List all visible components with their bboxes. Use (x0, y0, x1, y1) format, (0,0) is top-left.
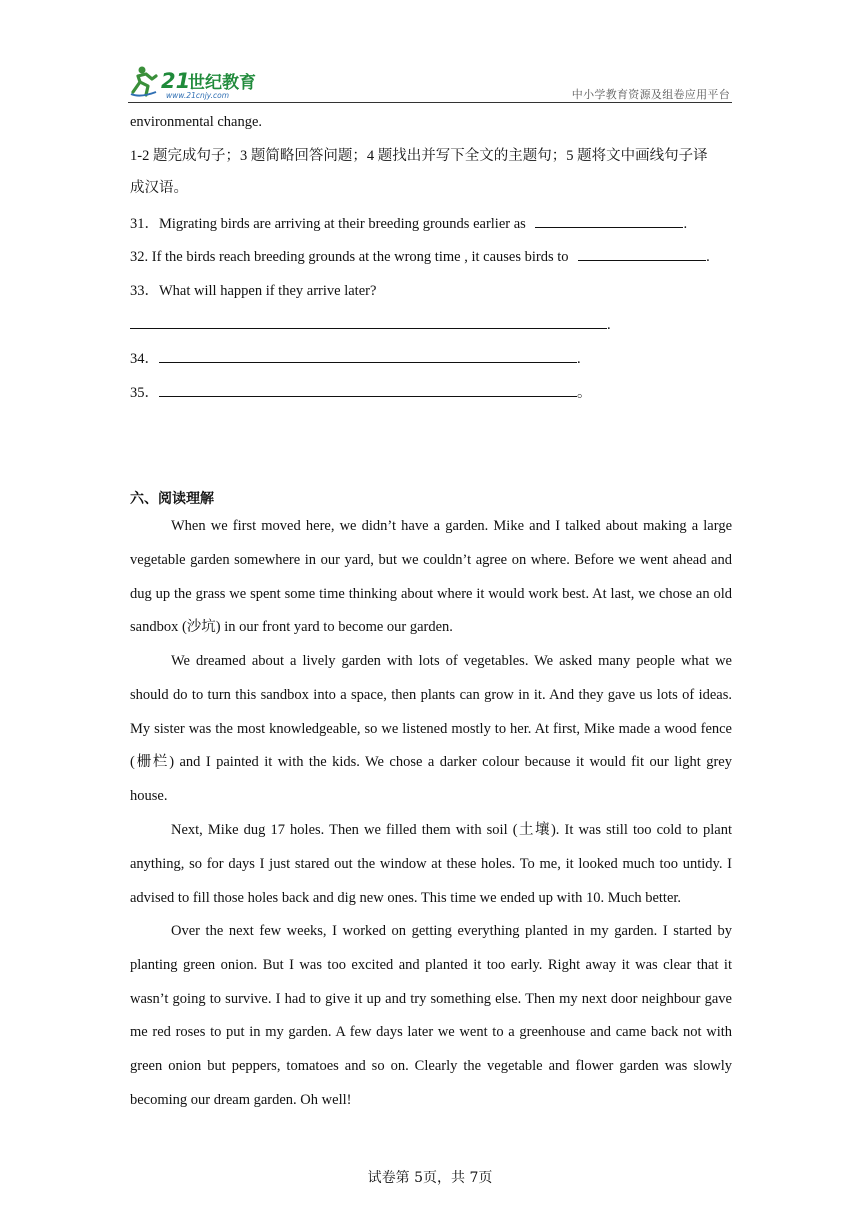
answer-blank-33[interactable] (130, 314, 607, 329)
question-34-label: 34． (130, 351, 159, 367)
header-platform-text: 中小学教育资源及组卷应用平台 (571, 88, 730, 101)
page-header (128, 62, 732, 102)
passage-paragraph-4 (130, 915, 732, 1118)
paragraph-4-text: Over the next few weeks, I worked on getting everything planted in my garden. I started by planting green onion. But I was too excited and planted it too early. Right away it was clear that it wasn’t going to survive. I had to give it up and try something else. Then my next door neighbour gave me red roses to put in my garden. A few days later we went to a greenhouse and came back not with green onion but peppers, tomatoes and so on. Clearly the vegetable and flower garden was slowly becoming our dream garden. Oh well! (130, 923, 732, 1108)
question-32 (130, 246, 710, 267)
question-35 (130, 382, 592, 403)
question-32-end: . (706, 249, 710, 265)
section-title: 六、阅读理解 (130, 491, 214, 507)
passage-paragraph-3 (130, 814, 732, 915)
question-33-end: . (607, 317, 611, 333)
paragraph-3-text: Next, Mike dug 17 holes. Then we filled them with soil (土壤). It was still too cold to plant anything, so for days I just stared out the window at these holes. To me, it looked much too untidy. I advised to fill those holes back and dig new ones. This time we ended up with 10. Much better. (130, 822, 732, 906)
instructions-line-2: 成汉语。 (130, 180, 188, 196)
instructions-line-1: 1-2 题完成句子；3 题简略回答问题；4 题找出并写下全文的主题句；5 题将文中画线句子译 (130, 148, 708, 164)
svg-text:世纪教育: 世纪教育 (188, 73, 256, 93)
question-31-text: 31．Migrating birds are arriving at their breeding grounds earlier as (130, 216, 526, 232)
paragraph-1-text: When we first moved here, we didn’t have a garden. Mike and I talked about making a large vegetable garden somewhere in our yard, but we couldn’t agree on where. Before we went ahead and dug up the grass we spent some time thinking about where it would work best. At last, we chose an old sandbox (沙坑) in our front yard to become our garden. (130, 518, 732, 636)
question-31-end: . (683, 216, 688, 232)
site-logo (128, 62, 288, 102)
header-divider (128, 102, 732, 103)
question-35-label: 35． (130, 385, 159, 401)
answer-blank-34[interactable] (159, 348, 577, 363)
paragraph-2-text: We dreamed about a lively garden with lots of vegetables. We asked many people what we should do to turn this sandbox into a space, then plants can grow in it. And they gave us lots of ideas. My sister was the most knowledgeable, so we listened mostly to her. At first, Mike made a wood fence (栅栏) and I painted it with the kids. We chose a darker colour because it would fit our light grey house. (130, 653, 732, 805)
question-33: 33．What will happen if they arrive later? (130, 283, 377, 299)
passage-paragraph-1 (130, 510, 732, 645)
answer-blank-35[interactable] (159, 382, 577, 397)
question-34 (130, 348, 581, 369)
answer-blank-32[interactable] (578, 246, 706, 261)
answer-blank-31[interactable] (535, 213, 683, 228)
question-35-end: 。 (577, 385, 592, 401)
question-31 (130, 213, 687, 234)
svg-text:www.21cnjy.com: www.21cnjy.com (166, 91, 230, 100)
question-32-text: 32. If the birds reach breeding grounds at the wrong time , it causes birds to (130, 249, 569, 265)
question-33-answer-line (130, 314, 611, 335)
question-34-end: . (577, 351, 581, 367)
page-footer: 试卷第 5页，共 7页 (367, 1170, 493, 1186)
svg-text:21: 21 (161, 69, 191, 93)
text-line: environmental change. (130, 114, 263, 130)
passage-paragraph-2 (130, 645, 732, 814)
